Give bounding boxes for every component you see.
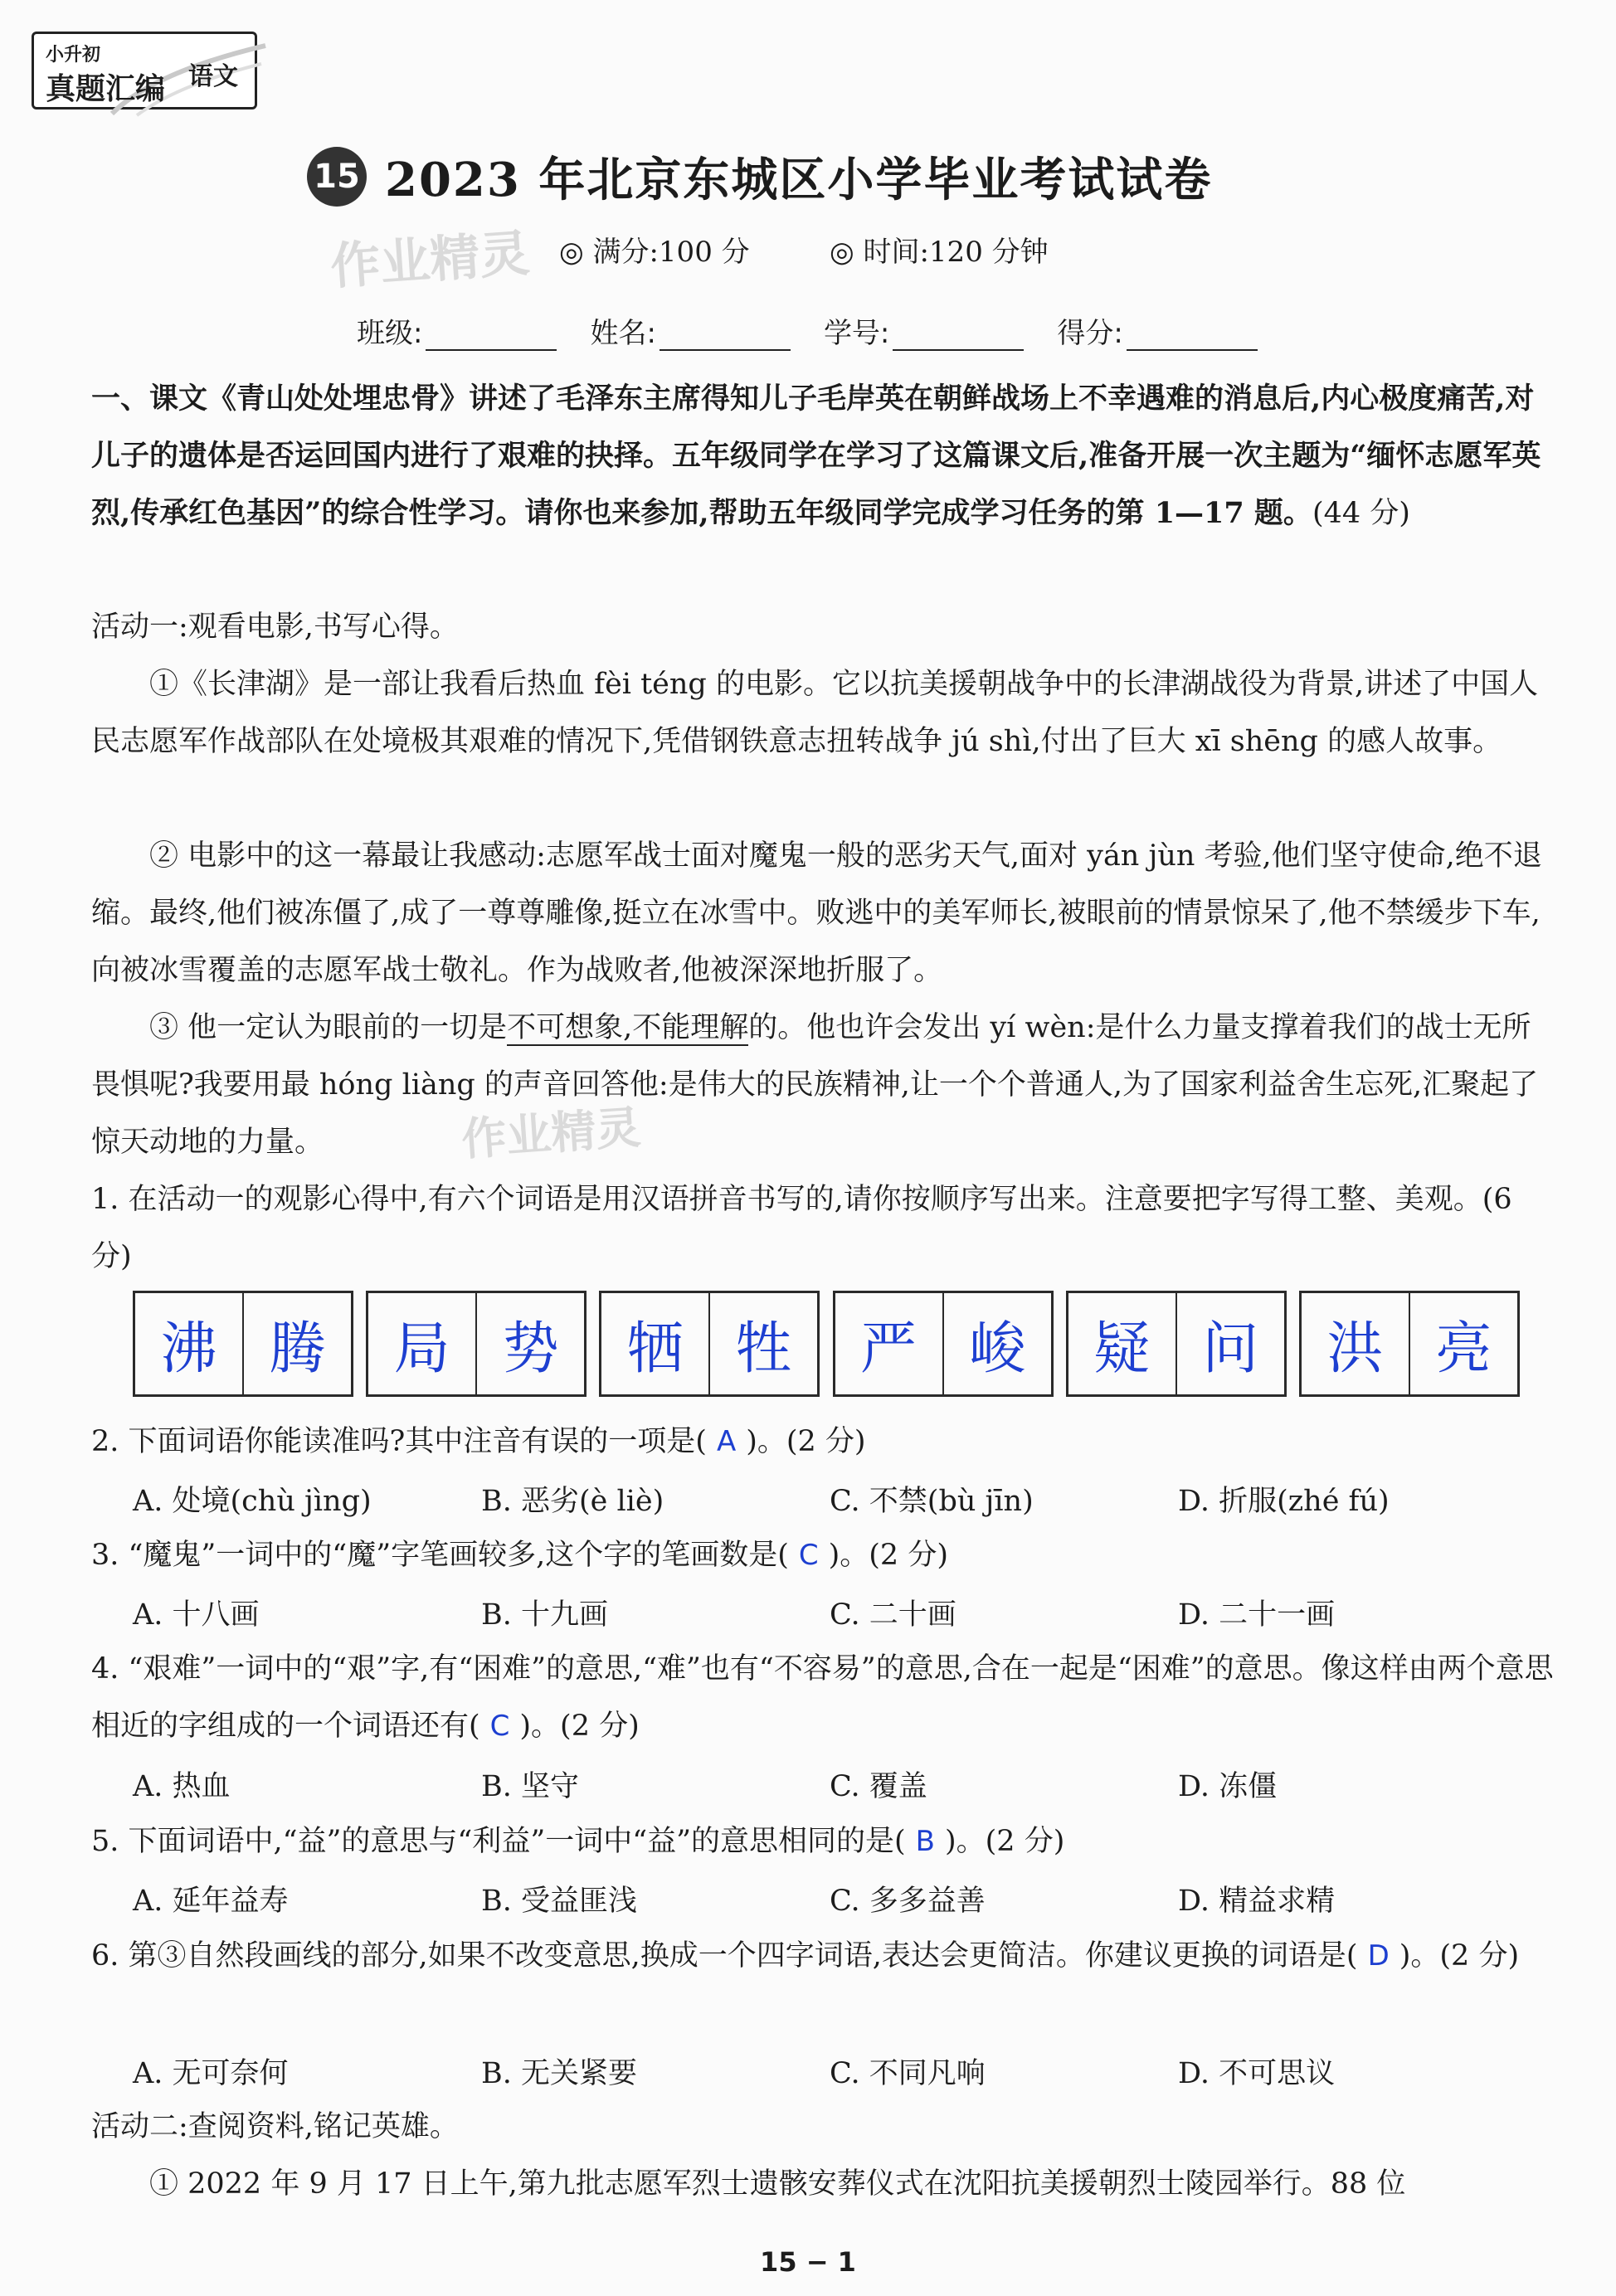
badge-main-label: 真题汇编: [46, 71, 166, 106]
option-c: C. 不禁(bù jīn): [830, 1485, 1034, 1518]
answer-box: 严 峻: [833, 1291, 1054, 1397]
badge-subject-label: 语文: [188, 62, 238, 91]
question-3: 3. “魔鬼”一词中的“魔”字笔画较多,这个字的笔画数是( C )。(2 分): [91, 1539, 948, 1572]
option-b: B. 坚守: [481, 1770, 579, 1803]
option-d: D. 精益求精: [1178, 1885, 1336, 1918]
option-b: B. 无关紧要: [481, 2057, 637, 2090]
class-field[interactable]: 班级:: [357, 310, 557, 351]
question-4-options: [133, 1763, 1543, 1805]
question-6-options: [133, 2050, 1543, 2092]
answer-boxes: [133, 1291, 1520, 1399]
activity-1-paragraph-2: ② 电影中的这一幕最让我感动:志愿军战士面对魔鬼一般的恶劣天气,面对 yán jùn 考验,他们坚守使命,绝不退缩。最终,他们被冻僵了,成了一尊尊雕像,挺立在冰雪中。败逃中的美军师长,被眼前的情景惊呆了,他不禁缓步下车,向被冰雪覆盖的志愿军战士敬礼。作为战败者,他被深深地折服了。: [91, 839, 1542, 987]
section-1-intro: 一、课文《青山处处埋忠骨》讲述了毛泽东主席得知儿子毛岸英在朝鲜战场上不幸遇难的消息后,内心极度痛苦,对儿子的遗体是否运回国内进行了艰难的抉择。五年级同学在学习了这篇课文后,准备开展一次主题为“缅怀志愿军英烈,传承红色基因”的综合性学习。请你也来参加,帮助五年级同学完成学习任务的第 1—17 题。(44 分): [91, 382, 1541, 530]
badge-top-label: 小升初: [46, 45, 101, 66]
question-5: 5. 下面词语中,“益”的意思与“利益”一词中“益”的意思相同的是( B )。(2 分): [91, 1825, 1065, 1858]
series-badge: [32, 32, 257, 109]
answer-mark: A: [716, 1425, 737, 1458]
watermark: 作业精灵: [460, 1101, 643, 1166]
question-5-options: [133, 1878, 1543, 1919]
option-c: C. 多多益善: [830, 1885, 986, 1918]
option-b: B. 十九画: [481, 1598, 608, 1632]
option-d: D. 不可思议: [1178, 2057, 1336, 2090]
option-b: B. 受益匪浅: [481, 1885, 637, 1918]
paper-number-badge: 15: [307, 147, 367, 207]
activity-1-paragraph-1: ①《长津湖》是一部让我看后热血 fèi téng 的电影。它以抗美援朝战争中的长津湖战役为背景,讲述了中国人民志愿军作战部队在处境极其艰难的情况下,凭借钢铁意志扭转战争 jú shì,付出了巨大 xī shēng 的感人故事。: [91, 668, 1539, 758]
option-c: C. 不同凡响: [830, 2057, 986, 2090]
option-a: A. 延年益寿: [133, 1885, 289, 1918]
answer-mark: B: [915, 1825, 935, 1858]
name-field[interactable]: 姓名:: [590, 310, 790, 351]
option-d: D. 折服(zhé fú): [1178, 1485, 1390, 1518]
question-6: 6. 第③自然段画线的部分,如果不改变意思,换成一个四字词语,表达会更简洁。你建议更换的词语是( D )。(2 分): [91, 1939, 1520, 1973]
answer-box: 洪 亮: [1299, 1291, 1520, 1397]
answer-box: 疑 问: [1066, 1291, 1287, 1397]
page-number: 15 − 1: [760, 2246, 856, 2278]
option-a: A. 热血: [133, 1770, 231, 1803]
answer-box: 牺 牲: [599, 1291, 820, 1397]
option-a: A. 十八画: [133, 1598, 260, 1632]
full-score: ◎ 满分:100 分: [559, 236, 750, 269]
exam-time: ◎ 时间:120 分钟: [830, 236, 1049, 269]
question-3-options: [133, 1592, 1543, 1633]
answer-mark: C: [489, 1710, 510, 1743]
activity-1-paragraph-3: ③ 他一定认为眼前的一切是不可想象,不能理解的。他也许会发出 yí wèn:是什么力量支撑着我们的战士无所畏惧呢?我要用最 hóng liàng 的声音回答他:是伟大的民族精神,让一个个普通人,为了国家利益舍生忘死,汇聚起了惊天动地的力量。: [91, 1011, 1539, 1159]
option-d: D. 冻僵: [1178, 1770, 1278, 1803]
question-1: 1. 在活动一的观影心得中,有六个词语是用汉语拼音书写的,请你按顺序写出来。注意要把字写得工整、美观。(6 分): [91, 1183, 1512, 1273]
option-c: C. 二十画: [830, 1598, 956, 1632]
title-row: [307, 139, 1212, 214]
underlined-phrase: 不可想象,不能理解: [507, 1011, 749, 1044]
student-info-fields: [357, 310, 1258, 351]
option-c: C. 覆盖: [830, 1770, 927, 1803]
answer-box: 局 势: [366, 1291, 587, 1397]
watermark: 作业精灵: [329, 224, 532, 297]
option-a: A. 处境(chù jìng): [133, 1485, 372, 1518]
page-title: 2023 年北京东城区小学毕业考试试卷: [385, 153, 1213, 207]
option-a: A. 无可奈何: [133, 2057, 289, 2090]
answer-box: 沸 腾: [133, 1291, 353, 1397]
score-field[interactable]: 得分:: [1057, 310, 1257, 351]
activity-2-title: 活动二:查阅资料,铭记英雄。: [91, 2110, 459, 2143]
student-id-field[interactable]: 学号:: [824, 310, 1024, 351]
question-4: 4. “艰难”一词中的“艰”字,有“困难”的意思,“难”也有“不容易”的意思,合在一起是“困难”的意思。像这样由两个意思相近的字组成的一个词语还有( C )。(2 分): [91, 1652, 1554, 1743]
activity-2-paragraph-1: ① 2022 年 9 月 17 日上午,第九批志愿军烈士遗骸安葬仪式在沈阳抗美援朝烈士陵园举行。88 位: [149, 2167, 1406, 2201]
answer-mark: D: [1367, 1939, 1390, 1973]
option-d: D. 二十一画: [1178, 1598, 1336, 1632]
activity-1-title: 活动一:观看电影,书写心得。: [91, 610, 459, 644]
question-2: 2. 下面词语你能读准吗?其中注音有误的一项是( A )。(2 分): [91, 1425, 866, 1458]
question-2-options: [133, 1478, 1543, 1520]
option-b: B. 恶劣(è liè): [481, 1485, 664, 1518]
answer-mark: C: [798, 1539, 819, 1572]
